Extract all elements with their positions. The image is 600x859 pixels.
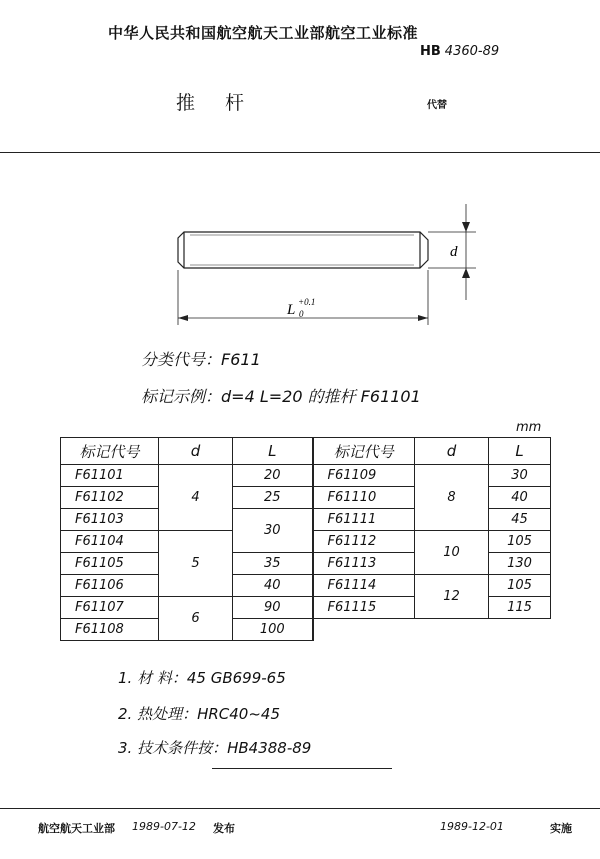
standard-number [420,44,499,59]
l-value: 100 [233,619,313,641]
mark-code: F61115 [313,597,415,619]
l-value: 90 [233,597,313,619]
mark-code: F61106 [61,575,159,597]
mark-code: F61113 [313,553,415,575]
l-value: 40 [489,487,551,509]
mark-code: F61110 [313,487,415,509]
mark-code: F61109 [313,465,415,487]
mark-code: F61104 [61,531,159,553]
mark-code: F61107 [61,597,159,619]
table-row [61,619,551,641]
mark-code: F61114 [313,575,415,597]
l-value: 130 [489,553,551,575]
d-value: 6 [159,597,233,641]
mark-code: F61103 [61,509,159,531]
note-technical-conditions: 3. 技术条件按：HB4388-89 [118,739,312,757]
tolerance-lower: 0 [299,309,304,319]
header-divider [0,152,600,153]
marking-example: 标记示例：d=4 L=20 的推杆 F61101 [141,387,421,406]
note-material: 1. 材 料：45 GB699-65 [118,669,286,687]
d-value: 5 [159,531,233,597]
l-value: 20 [233,465,313,487]
l-value: 115 [489,597,551,619]
mark-code: F61108 [61,619,159,641]
table-header-row [61,438,551,465]
l-value: 40 [233,575,313,597]
classification-code: 分类代号：F611 [141,350,261,369]
d-value: 8 [415,465,489,531]
d-value: 12 [415,575,489,619]
l-value: 30 [233,509,313,553]
replaces-label: 代替 [427,100,447,111]
footer-effective-label: 实施 [550,822,572,835]
diameter-label: d [450,244,458,260]
header-d: d [415,438,489,465]
footer-effective-date: 1989-12-01 [440,820,504,833]
note-underline [212,768,392,769]
note-heat-treatment: 2. 热处理：HRC40~45 [118,705,280,723]
unit-label: mm [516,420,542,435]
l-value: 105 [489,531,551,553]
d-value: 4 [159,465,233,531]
footer-issue-label: 发布 [213,822,235,835]
mark-code: F61101 [61,465,159,487]
footer-issuer: 航空航天工业部 [38,822,115,835]
document-title: 推杆 [176,92,275,114]
d-value: 10 [415,531,489,575]
push-rod-drawing [0,190,600,340]
issuing-organization: 中华人民共和国航空航天工业部航空工业标准 [108,24,419,42]
dimension-table [60,437,551,641]
mark-code: F61102 [61,487,159,509]
footer-issue-date: 1989-07-12 [132,820,196,833]
footer-divider [0,808,600,809]
l-value: 25 [233,487,313,509]
table-row [61,575,551,597]
l-value: 105 [489,575,551,597]
length-label: L [287,302,296,318]
standard-number-value: 4360-89 [444,44,500,59]
mark-code: F61105 [61,553,159,575]
l-value: 30 [489,465,551,487]
standard-prefix: HB [420,44,441,59]
tolerance-upper: +0.1 [298,297,316,307]
mark-code: F61112 [313,531,415,553]
header-l: L [233,438,313,465]
l-value: 35 [233,553,313,575]
header-mark-code: 标记代号 [313,438,415,465]
table-row [61,465,551,487]
l-value: 45 [489,509,551,531]
header-d: d [159,438,233,465]
mark-code: F61111 [313,509,415,531]
header-mark-code: 标记代号 [61,438,159,465]
header-l: L [489,438,551,465]
